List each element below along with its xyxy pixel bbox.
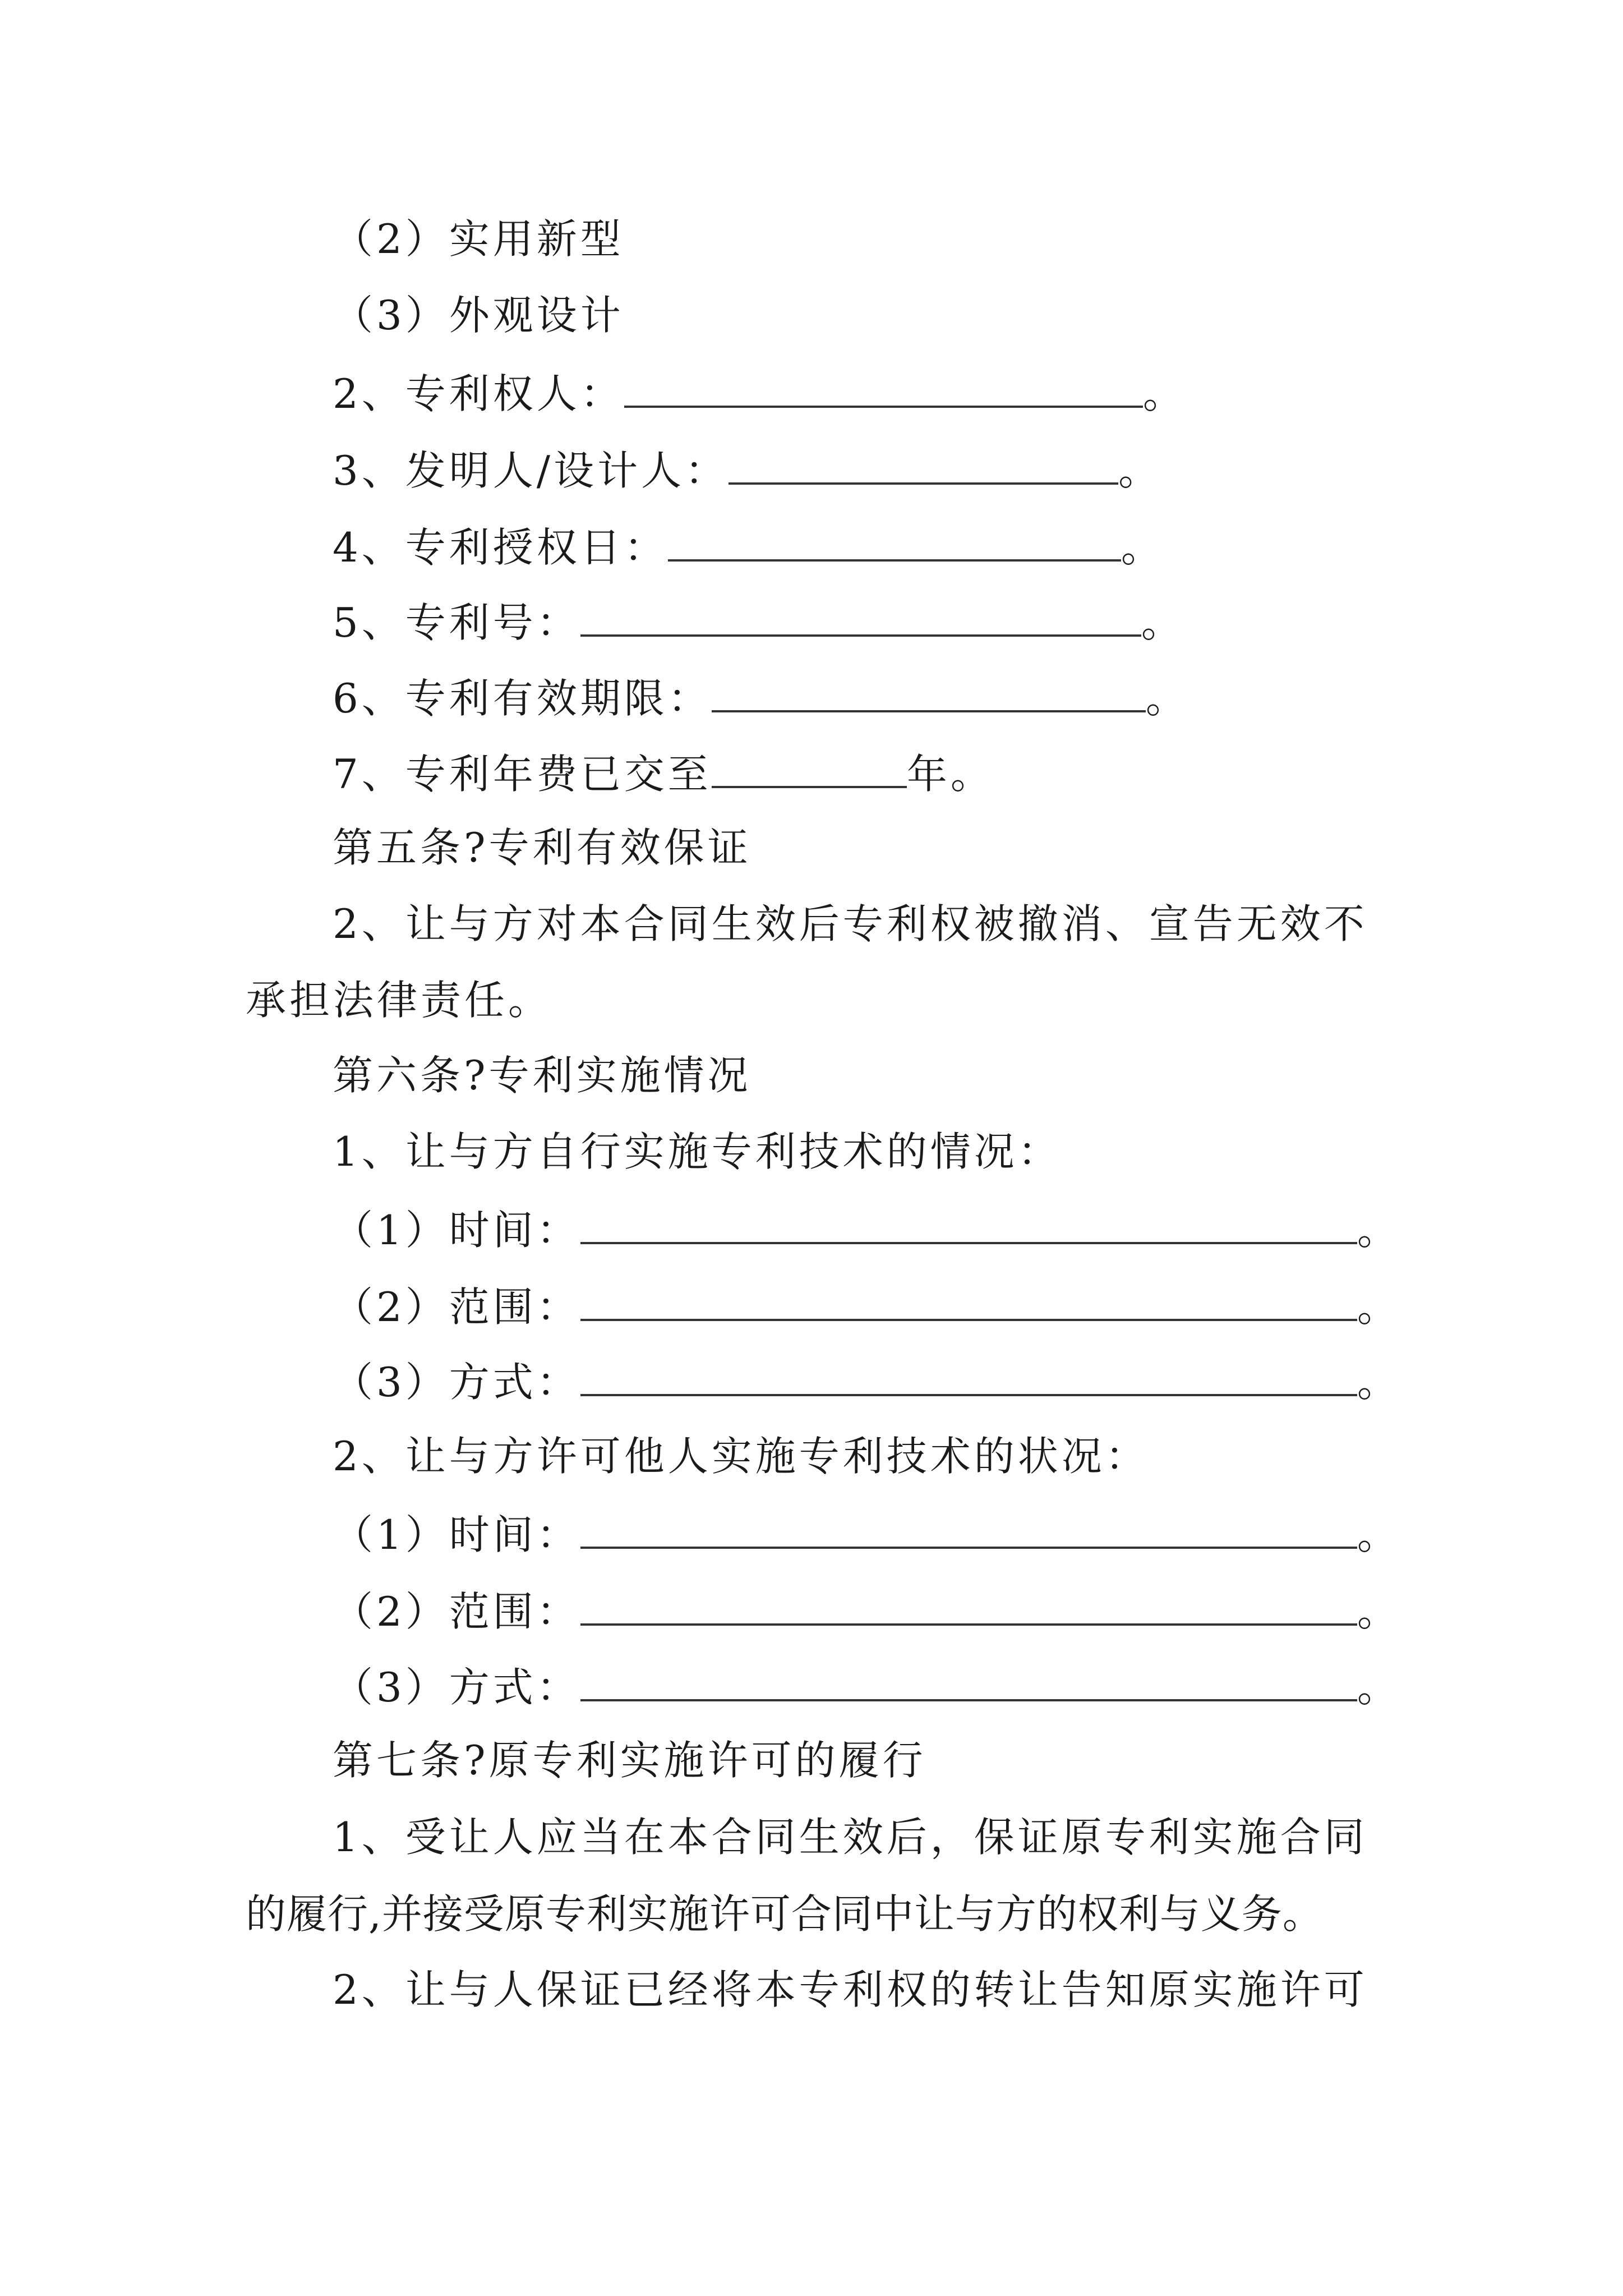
article-7-clause-2: [333, 1962, 1368, 2018]
field-suffix: 年。: [906, 751, 994, 798]
field-suffix: 。: [1121, 524, 1165, 571]
article-6-heading: [333, 1047, 751, 1103]
field-suffix: 。: [1145, 675, 1189, 722]
field-label: 5、专利号：: [333, 599, 580, 646]
article-6-clause-1: [333, 1124, 1062, 1180]
article-6-clause-2: [333, 1428, 1149, 1484]
field-patentee: [333, 364, 1187, 422]
field-label: （2）范围：: [333, 1283, 580, 1331]
line-text: 的履行,并接受原专利实施许可合同中让与方的权利与义务。: [246, 1890, 1324, 1938]
license-impl-method: [333, 1658, 1401, 1715]
line-text: （2）实用新型: [333, 215, 624, 263]
field-annual-fee: [333, 744, 994, 802]
fill-blank[interactable]: [580, 1582, 1357, 1626]
line-text: 承担法律责任。: [246, 977, 552, 1024]
fill-blank[interactable]: [580, 1658, 1357, 1701]
article-7-clause-1-cont: [246, 1886, 1324, 1942]
line-text: 1、让与方自行实施专利技术的情况：: [333, 1128, 1062, 1175]
fill-blank[interactable]: [728, 441, 1118, 485]
line-text: 2、让与方对本合同生效后专利权被撤消、宣告无效不: [333, 900, 1368, 947]
field-label: （1）时间：: [333, 1511, 580, 1558]
article-5-clause-2: [333, 896, 1368, 952]
fill-blank[interactable]: [624, 364, 1143, 408]
field-label: （2）范围：: [333, 1588, 580, 1635]
line-text: 第七条?原专利实施许可的履行: [333, 1737, 926, 1784]
field-suffix: 。: [1142, 370, 1187, 417]
fill-blank[interactable]: [580, 1200, 1357, 1244]
field-label: （3）方式：: [333, 1359, 580, 1406]
line-text: 2、让与方许可他人实施专利技术的状况：: [333, 1433, 1149, 1480]
field-suffix: 。: [1357, 1588, 1401, 1635]
self-impl-method: [333, 1352, 1401, 1410]
field-label: （1）时间：: [333, 1207, 580, 1254]
field-suffix: 。: [1357, 1207, 1401, 1254]
field-grant-date: [333, 518, 1165, 576]
field-suffix: 。: [1357, 1359, 1401, 1406]
article-7-clause-1: [333, 1809, 1368, 1865]
patent-type-design: [333, 287, 624, 343]
field-label: （3）方式：: [333, 1664, 580, 1711]
article-5-heading: [333, 820, 751, 876]
line-text: （3）外观设计: [333, 292, 624, 339]
fill-blank[interactable]: [580, 1505, 1357, 1549]
fill-blank[interactable]: [712, 669, 1146, 712]
article-5-clause-2-cont: [246, 972, 552, 1028]
license-impl-time: [333, 1505, 1401, 1563]
field-patent-number: [333, 593, 1185, 651]
field-inventor: [333, 441, 1162, 499]
fill-blank[interactable]: [580, 593, 1141, 637]
fill-blank[interactable]: [580, 1352, 1357, 1396]
line-text: 第五条?专利有效保证: [333, 824, 751, 871]
line-text: 第六条?专利实施情况: [333, 1052, 751, 1099]
field-label: 4、专利授权日：: [333, 524, 668, 571]
self-impl-scope: [333, 1277, 1401, 1335]
field-suffix: 。: [1118, 447, 1163, 494]
field-label: 6、专利有效期限：: [333, 675, 712, 722]
field-label: 7、专利年费已交至: [333, 751, 712, 798]
field-label: 2、专利权人：: [333, 370, 624, 417]
field-validity-period: [333, 669, 1189, 726]
field-suffix: 。: [1357, 1283, 1401, 1331]
patent-type-utility-model: [333, 211, 624, 267]
fill-blank[interactable]: [668, 518, 1121, 562]
field-label: 3、发明人/设计人：: [333, 447, 729, 494]
article-7-heading: [333, 1732, 926, 1788]
self-impl-time: [333, 1200, 1401, 1258]
field-suffix: 。: [1357, 1511, 1401, 1558]
fill-blank[interactable]: [580, 1277, 1357, 1321]
field-suffix: 。: [1141, 599, 1185, 646]
license-impl-scope: [333, 1582, 1401, 1640]
field-suffix: 。: [1357, 1664, 1401, 1711]
line-text: 2、让与人保证已经将本专利权的转让告知原实施许可: [333, 1966, 1368, 2013]
line-text: 1、受让人应当在本合同生效后，保证原专利实施合同: [333, 1814, 1368, 1861]
fill-blank[interactable]: [712, 744, 907, 788]
